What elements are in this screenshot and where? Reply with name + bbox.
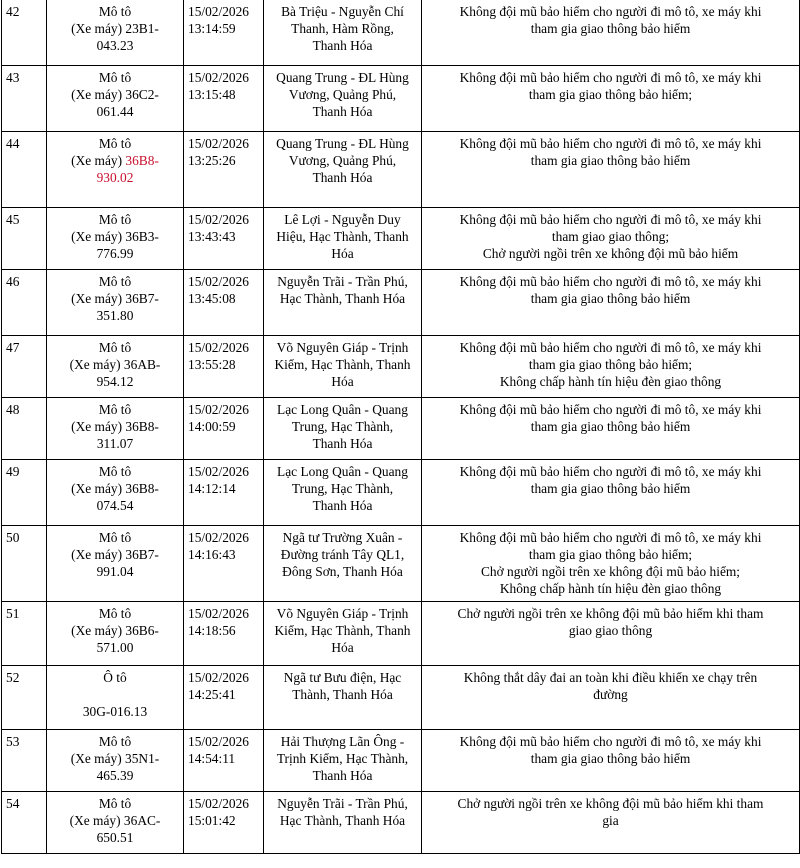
row-number-cell	[2, 460, 47, 526]
row-number: 50	[6, 530, 20, 545]
license-plate-part1: 36B6-	[125, 623, 159, 638]
location-line: Trung, Hạc Thành,	[291, 419, 394, 434]
violation-time: 14:54:11	[188, 751, 236, 766]
table-row	[2, 0, 800, 66]
location-line: Hóa	[331, 640, 354, 655]
time-cell	[184, 132, 264, 208]
location-line: Ngã tư Bưu điện, Hạc	[283, 670, 402, 685]
row-number-cell	[2, 66, 47, 132]
location-line: Nguyễn Trãi - Trần Phú,	[277, 274, 408, 289]
violation-date: 15/02/2026	[188, 530, 250, 545]
violation-cell	[422, 66, 800, 132]
violation-date: 15/02/2026	[188, 136, 250, 151]
vehicle-cell	[47, 398, 184, 460]
violation-time: 14:18:56	[188, 623, 236, 638]
vehicle-plate-line	[51, 356, 179, 373]
location-line: Hóa	[331, 374, 354, 389]
location-line: Thành, Thanh Hóa	[292, 687, 393, 702]
location-line: Hóa	[331, 246, 354, 261]
license-plate-part1: 36AB-	[123, 357, 161, 372]
violation-line: tham gia giao thông bảo hiểm	[530, 419, 691, 434]
violation-cell	[422, 336, 800, 398]
license-plate-part2: 074.54	[96, 498, 134, 513]
vehicle-subtype: (Xe máy)	[70, 751, 122, 766]
violation-cell	[422, 602, 800, 666]
row-number-cell	[2, 0, 47, 66]
violation-time: 14:25:41	[188, 687, 236, 702]
row-number: 42	[6, 4, 20, 19]
violation-line: Không đội mũ bảo hiểm cho người đi mô tô, xe máy khi	[459, 274, 762, 289]
vehicle-plate-line	[51, 228, 179, 245]
violation-cell	[422, 792, 800, 854]
vehicle-type: Mô tô	[98, 606, 132, 621]
row-number-cell	[2, 792, 47, 854]
vehicle-cell	[47, 792, 184, 854]
violation-cell	[422, 526, 800, 602]
location-cell	[264, 336, 422, 398]
violation-date: 15/02/2026	[188, 70, 250, 85]
vehicle-cell	[47, 526, 184, 602]
row-number-cell	[2, 730, 47, 792]
violation-cell	[422, 460, 800, 526]
vehicle-cell	[47, 66, 184, 132]
vehicle-plate-line	[51, 418, 179, 435]
violation-line: Không đội mũ bảo hiểm cho người đi mô tô, xe máy khi	[459, 70, 762, 85]
vehicle-subtype: (Xe máy)	[71, 229, 123, 244]
location-line: Võ Nguyên Giáp - Trịnh	[276, 606, 409, 621]
vehicle-type: Mô tô	[98, 212, 132, 227]
license-plate-part1: 36B7-	[125, 547, 159, 562]
license-plate-part1: 36B8-	[125, 419, 159, 434]
location-line: Thanh, Hàm Rồng,	[291, 21, 394, 36]
row-number: 48	[6, 402, 20, 417]
license-plate-part2: 351.80	[96, 308, 134, 323]
license-plate-part2: 930.02	[96, 170, 134, 185]
vehicle-plate-line	[51, 812, 179, 829]
license-plate-part1: 36C2-	[125, 87, 159, 102]
license-plate-part1: 36B8-	[125, 153, 159, 168]
violation-date: 15/02/2026	[188, 4, 250, 19]
violation-line: tham gia giao thông bảo hiểm;	[528, 357, 693, 372]
location-cell	[264, 792, 422, 854]
location-line: Thanh Hóa	[312, 170, 373, 185]
table-row	[2, 132, 800, 208]
violation-line: Không đội mũ bảo hiểm cho người đi mô tô, xe máy khi	[459, 340, 762, 355]
violation-date: 15/02/2026	[188, 464, 250, 479]
location-cell	[264, 132, 422, 208]
violation-date: 15/02/2026	[188, 274, 250, 289]
violation-line: tham gia giao thông bảo hiểm	[530, 153, 691, 168]
license-plate-part2: 061.44	[96, 104, 134, 119]
table-row	[2, 526, 800, 602]
violation-cell	[422, 132, 800, 208]
row-number-cell	[2, 208, 47, 270]
violation-cell	[422, 0, 800, 66]
violation-date: 15/02/2026	[188, 402, 250, 417]
location-line: Lạc Long Quân - Quang	[277, 464, 408, 479]
row-number: 45	[6, 212, 20, 227]
violation-line: Không thắt dây đai an toàn khi điều khiển xe chạy trên	[463, 670, 758, 685]
license-plate-part1: 35N1-	[125, 751, 160, 766]
violation-line: đường	[593, 687, 628, 702]
violation-date: 15/02/2026	[188, 340, 250, 355]
violation-cell	[422, 398, 800, 460]
table-row	[2, 270, 800, 336]
table-row	[2, 792, 800, 854]
vehicle-subtype: (Xe máy)	[71, 419, 123, 434]
location-line: Kiểm, Hạc Thành, Thanh	[274, 357, 411, 372]
license-plate-part2: 776.99	[96, 246, 134, 261]
row-number-cell	[2, 602, 47, 666]
violation-line: Không chấp hành tín hiệu đèn giao thông	[499, 374, 722, 389]
violation-line: Chở người ngồi trên xe không đội mũ bảo hiểm;	[480, 564, 741, 579]
table-row	[2, 730, 800, 792]
violation-line: Không đội mũ bảo hiểm cho người đi mô tô, xe máy khi	[459, 734, 762, 749]
vehicle-subtype: (Xe máy)	[71, 547, 123, 562]
license-plate-part2: 465.39	[96, 768, 134, 783]
vehicle-type: Ô tô	[103, 670, 127, 685]
violation-time: 14:00:59	[188, 419, 236, 434]
violation-cell	[422, 270, 800, 336]
time-cell	[184, 526, 264, 602]
location-line: Vương, Quảng Phú,	[288, 87, 397, 102]
vehicle-plate-line	[51, 290, 179, 307]
row-number: 44	[6, 136, 20, 151]
license-plate-part2: 043.23	[96, 38, 134, 53]
violation-line: tham gia giao thông bảo hiểm	[530, 291, 691, 306]
vehicle-plate-line	[51, 86, 179, 103]
vehicle-cell	[47, 336, 184, 398]
location-line: Vương, Quảng Phú,	[288, 153, 397, 168]
location-line: Thanh Hóa	[312, 38, 373, 53]
violation-time: 15:01:42	[188, 813, 236, 828]
vehicle-type: Mô tô	[98, 70, 132, 85]
row-number: 47	[6, 340, 20, 355]
row-number-cell	[2, 398, 47, 460]
vehicle-plate-line	[51, 152, 179, 169]
violation-time: 13:45:08	[188, 291, 236, 306]
violation-line: tham gia giao thông bảo hiểm	[530, 481, 691, 496]
violation-time: 13:25:26	[188, 153, 236, 168]
license-plate-part1: 36B8-	[125, 481, 159, 496]
violation-line: Chở người ngồi trên xe không đội mũ bảo hiểm	[482, 246, 739, 261]
license-plate-part1: 23B1-	[125, 21, 159, 36]
violations-table-body	[2, 0, 800, 854]
vehicle-cell	[47, 270, 184, 336]
violation-date: 15/02/2026	[188, 606, 250, 621]
location-cell	[264, 666, 422, 730]
time-cell	[184, 0, 264, 66]
vehicle-plate-line	[51, 622, 179, 639]
vehicle-plate-line	[51, 546, 179, 563]
location-cell	[264, 526, 422, 602]
license-plate-part1: 36B3-	[125, 229, 159, 244]
violation-time: 13:43:43	[188, 229, 236, 244]
time-cell	[184, 336, 264, 398]
row-number-cell	[2, 336, 47, 398]
time-cell	[184, 460, 264, 526]
table-row	[2, 66, 800, 132]
location-line: Thanh Hóa	[312, 104, 373, 119]
violation-line: Không đội mũ bảo hiểm cho người đi mô tô, xe máy khi	[459, 136, 762, 151]
violation-line: Chở người ngồi trên xe không đội mũ bảo hiểm khi tham	[457, 796, 764, 811]
row-number-cell	[2, 132, 47, 208]
license-plate-part2: 571.00	[96, 640, 134, 655]
violation-line: Không đội mũ bảo hiểm cho người đi mô tô, xe máy khi	[459, 212, 762, 227]
vehicle-cell	[47, 602, 184, 666]
vehicle-cell	[47, 460, 184, 526]
violation-line: tham giao giao thông;	[551, 229, 670, 244]
row-number: 49	[6, 464, 20, 479]
row-number: 46	[6, 274, 20, 289]
vehicle-type: Mô tô	[98, 734, 132, 749]
location-line: Quang Trung - ĐL Hùng	[276, 70, 409, 85]
location-line: Bà Triệu - Nguyễn Chí	[281, 4, 404, 19]
location-cell	[264, 270, 422, 336]
location-line: Lê Lợi - Nguyễn Duy	[284, 212, 401, 227]
vehicle-type: Mô tô	[98, 136, 132, 151]
violation-time: 13:14:59	[188, 21, 236, 36]
location-cell	[264, 66, 422, 132]
table-row	[2, 208, 800, 270]
location-cell	[264, 208, 422, 270]
time-cell	[184, 270, 264, 336]
violation-line: tham gia giao thông bảo hiểm	[530, 751, 691, 766]
location-line: Ngã tư Trường Xuân -	[282, 530, 403, 545]
time-cell	[184, 398, 264, 460]
vehicle-cell	[47, 666, 184, 730]
location-line: Hiệu, Hạc Thành, Thanh	[276, 229, 409, 244]
violation-time: 13:15:48	[188, 87, 236, 102]
location-line: Hải Thượng Lãn Ông -	[280, 734, 405, 749]
table-row	[2, 398, 800, 460]
vehicle-type: Mô tô	[98, 340, 132, 355]
table-row	[2, 336, 800, 398]
vehicle-subtype: (Xe máy)	[71, 87, 123, 102]
location-cell	[264, 398, 422, 460]
violation-line: Không đội mũ bảo hiểm cho người đi mô tô, xe máy khi	[459, 402, 762, 417]
vehicle-plate-line	[51, 480, 179, 497]
violation-line: gia	[602, 813, 619, 828]
row-number: 53	[6, 734, 20, 749]
vehicle-type: Mô tô	[98, 530, 132, 545]
vehicle-subtype: (Xe máy)	[71, 623, 123, 638]
violations-table	[1, 0, 800, 854]
vehicle-subtype: (Xe máy)	[69, 813, 121, 828]
location-cell	[264, 730, 422, 792]
vehicle-type: Mô tô	[98, 274, 132, 289]
location-line: Trung, Hạc Thành,	[291, 481, 394, 496]
violation-line: Không đội mũ bảo hiểm cho người đi mô tô, xe máy khi	[459, 4, 762, 19]
vehicle-subtype: (Xe máy)	[71, 481, 123, 496]
violation-line: tham gia giao thông bảo hiểm	[530, 21, 691, 36]
vehicle-type: Mô tô	[98, 402, 132, 417]
vehicle-subtype: (Xe máy)	[71, 153, 123, 168]
time-cell	[184, 666, 264, 730]
vehicle-subtype: (Xe máy)	[71, 291, 123, 306]
violation-cell	[422, 730, 800, 792]
time-cell	[184, 66, 264, 132]
location-line: Thanh Hóa	[312, 498, 373, 513]
violation-line: Không chấp hành tín hiệu đèn giao thông	[499, 581, 722, 596]
license-plate: 30G-016.13	[82, 704, 148, 719]
violation-line: tham gia giao thông bảo hiểm;	[528, 547, 693, 562]
row-number-cell	[2, 666, 47, 730]
time-cell	[184, 730, 264, 792]
vehicle-subtype: (Xe máy)	[69, 357, 121, 372]
violation-date: 15/02/2026	[188, 734, 250, 749]
table-row	[2, 602, 800, 666]
vehicle-type: Mô tô	[98, 464, 132, 479]
license-plate-part1: 36AC-	[123, 813, 161, 828]
violation-line: giao giao thông	[568, 623, 653, 638]
license-plate-part2: 991.04	[96, 564, 134, 579]
location-cell	[264, 602, 422, 666]
violation-date: 15/02/2026	[188, 796, 250, 811]
location-line: Thanh Hóa	[312, 436, 373, 451]
vehicle-cell	[47, 730, 184, 792]
vehicle-plate-line	[51, 750, 179, 767]
violation-line: Chở người ngồi trên xe không đội mũ bảo hiểm khi tham	[457, 606, 764, 621]
violation-line: Không đội mũ bảo hiểm cho người đi mô tô, xe máy khi	[459, 530, 762, 545]
row-number: 54	[6, 796, 20, 811]
row-number: 52	[6, 670, 20, 685]
location-line: Đông Sơn, Thanh Hóa	[282, 564, 403, 579]
violation-line: Không đội mũ bảo hiểm cho người đi mô tô, xe máy khi	[459, 464, 762, 479]
location-line: Lạc Long Quân - Quang	[277, 402, 408, 417]
table-row	[2, 666, 800, 730]
time-cell	[184, 602, 264, 666]
violation-cell	[422, 208, 800, 270]
location-line: Nguyễn Trãi - Trần Phú,	[277, 796, 408, 811]
location-line: Hạc Thành, Thanh Hóa	[279, 813, 406, 828]
violation-time: 13:55:28	[188, 357, 236, 372]
location-line: Thanh Hóa	[312, 768, 373, 783]
violation-cell	[422, 666, 800, 730]
location-line: Trịnh Kiểm, Hạc Thành,	[276, 751, 409, 766]
violation-time: 14:12:14	[188, 481, 236, 496]
spacer	[51, 686, 179, 703]
row-number-cell	[2, 270, 47, 336]
location-line: Đường tránh Tây QL1,	[280, 547, 405, 562]
row-number: 43	[6, 70, 20, 85]
location-cell	[264, 0, 422, 66]
location-cell	[264, 460, 422, 526]
violation-date: 15/02/2026	[188, 670, 250, 685]
license-plate-part2: 311.07	[96, 436, 134, 451]
row-number: 51	[6, 606, 20, 621]
violation-line: tham gia giao thông bảo hiểm;	[528, 87, 693, 102]
vehicle-cell	[47, 208, 184, 270]
violation-time: 14:16:43	[188, 547, 236, 562]
location-line: Quang Trung - ĐL Hùng	[276, 136, 409, 151]
table-row	[2, 460, 800, 526]
vehicle-cell	[47, 0, 184, 66]
license-plate-part2: 650.51	[96, 830, 134, 845]
violation-date: 15/02/2026	[188, 212, 250, 227]
vehicle-type: Mô tô	[98, 796, 132, 811]
time-cell	[184, 208, 264, 270]
row-number-cell	[2, 526, 47, 602]
vehicle-type: Mô tô	[98, 4, 132, 19]
vehicle-plate-line	[51, 20, 179, 37]
license-plate-part1: 36B7-	[125, 291, 159, 306]
vehicle-cell	[47, 132, 184, 208]
time-cell	[184, 792, 264, 854]
location-line: Hạc Thành, Thanh Hóa	[279, 291, 406, 306]
location-line: Võ Nguyên Giáp - Trịnh	[276, 340, 409, 355]
location-line: Kiểm, Hạc Thành, Thanh	[274, 623, 411, 638]
license-plate-part2: 954.12	[96, 374, 134, 389]
vehicle-subtype: (Xe máy)	[71, 21, 123, 36]
